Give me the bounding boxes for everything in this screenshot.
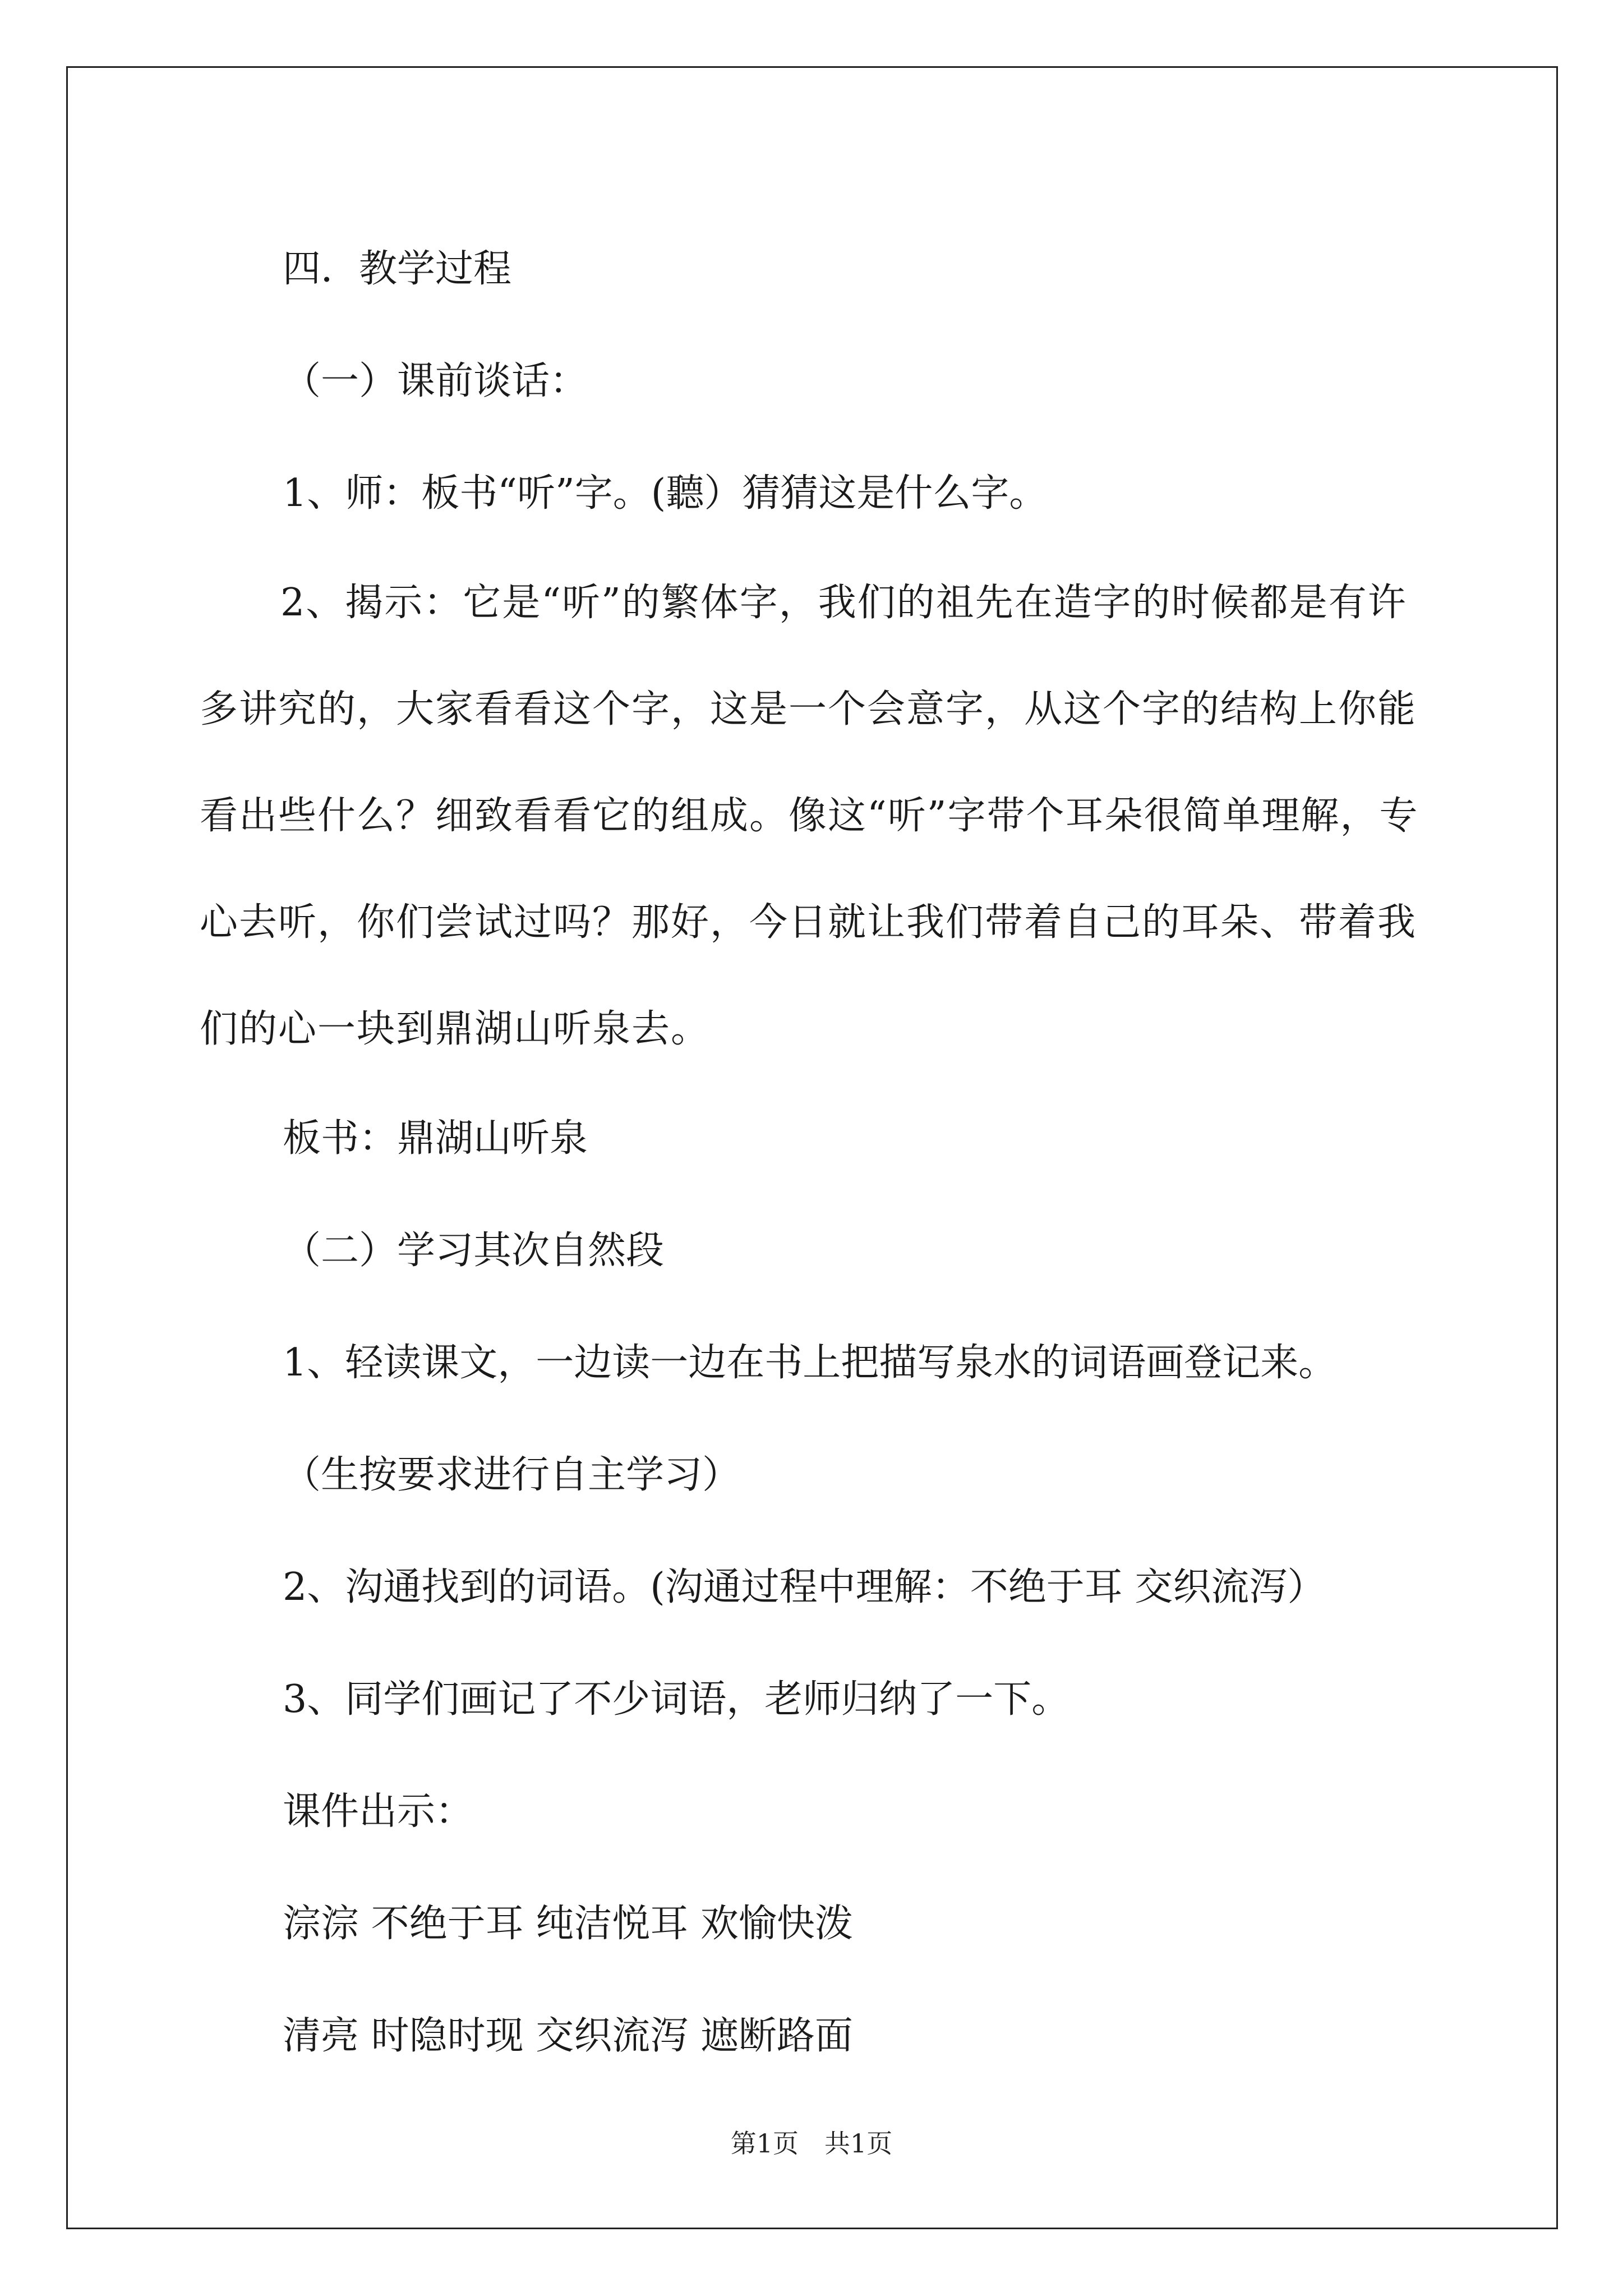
section-heading: 四．教学过程 (283, 247, 512, 291)
paragraph: 2、揭示：它是“听”的繁体字，我们的祖先在造字的时候都是有许多讲究的，大家看看这个字，这是一个会意字，从这个字的结构上你能看出些什么？细致看看它的组成。像这“听”字带个耳朵很简单理解，专心去听，你们尝试过吗？那好，今日就让我们带着自己的耳朵、带着我们的心一块到鼎湖山听泉去。 (200, 581, 1419, 1051)
paragraph: 课件出示： (283, 1789, 474, 1834)
paragraph: 2、沟通找到的词语。(沟通过程中理解：不绝于耳 交织流泻） (283, 1565, 1326, 1609)
paragraph: 1、师：板书“听”字。(聽）猜猜这是什么字。 (283, 471, 1048, 516)
page-footer: 第1页 共1页 (730, 2128, 893, 2159)
word-list-row: 淙淙 不绝于耳 纯洁悦耳 欢愉快泼 (283, 1902, 853, 1946)
document-body (200, 213, 1433, 2092)
subsection-heading: （二）学习其次自然段 (283, 1228, 665, 1273)
word-list-row: 清亮 时隐时现 交织流泻 遮断路面 (283, 2014, 853, 2058)
paragraph: 3、同学们画记了不少词语，老师归纳了一下。 (283, 1677, 1070, 1722)
subsection-heading: （一）课前谈话： (283, 359, 588, 403)
paragraph: 1、轻读课文，一边读一边在书上把描写泉水的词语画登记来。 (283, 1341, 1337, 1385)
paragraph: 板书：鼎湖山听泉 (283, 1116, 588, 1161)
paragraph: （生按要求进行自主学习） (283, 1453, 741, 1497)
